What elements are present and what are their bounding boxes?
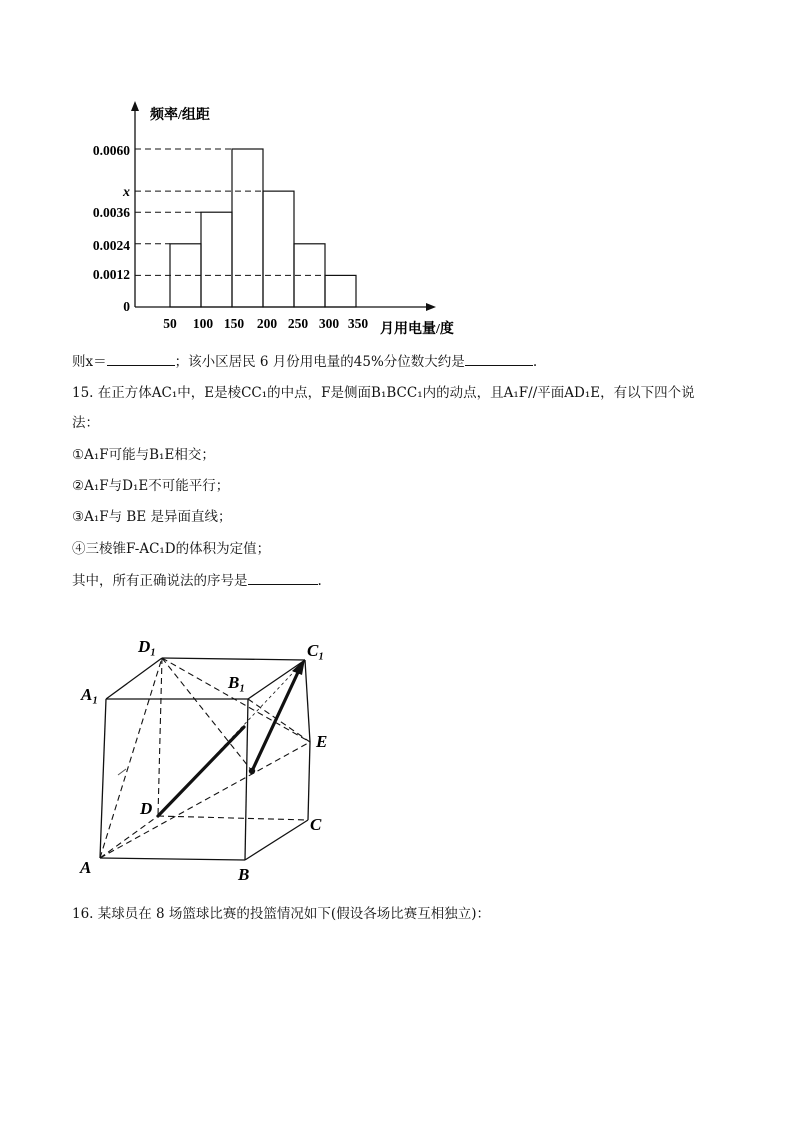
- x-tick-250: 250: [287, 316, 309, 331]
- y-tick-0060: 0.0060: [92, 143, 130, 158]
- edge-d1-c1: [162, 658, 305, 660]
- q14-end: .: [532, 354, 538, 370]
- label-e: E: [316, 732, 328, 751]
- edge-d-c: [158, 816, 308, 820]
- label-d: D: [140, 799, 153, 818]
- line-d1-e: [162, 658, 310, 742]
- y-tick-0024: 0.0024: [92, 238, 130, 253]
- x-tick-100: 100: [192, 316, 214, 331]
- q15-statement-2: ②A₁F与D₁E不可能平行；: [72, 478, 230, 494]
- edge-b-c: [245, 820, 308, 860]
- label-b: B: [238, 865, 250, 884]
- line-thick-f-to-c1: [252, 668, 300, 771]
- edge-a-b: [100, 858, 245, 860]
- q15-statement-3: ③A₁F与 BE 是异面直线；: [72, 509, 232, 525]
- label-c1: C₁: [307, 641, 325, 660]
- cube-figure: [70, 630, 350, 890]
- x-tick-350: 350: [347, 316, 369, 331]
- label-d1: D₁: [138, 637, 157, 656]
- label-a: A: [80, 858, 92, 877]
- q15-ask: 其中，所有正确说法的序号是: [72, 573, 248, 589]
- q14-answer-line: [72, 353, 537, 371]
- x-tick-50: 50: [163, 316, 177, 331]
- answer-blank-q15[interactable]: [248, 572, 318, 585]
- q14-part2: ；该小区居民 6 月份用电量的45%分位数大约是: [174, 354, 465, 370]
- q14-part1: 则x＝: [72, 354, 107, 370]
- line-a-e: [100, 742, 310, 858]
- y-tick-x: x: [123, 185, 130, 200]
- histogram-bar-100-150: [201, 212, 232, 307]
- edge-a1-d1: [106, 658, 162, 699]
- histogram-bar-300-350: [325, 275, 356, 307]
- frequency-histogram: [70, 95, 490, 345]
- edge-d1-d: [158, 658, 162, 816]
- q15-stem-line1: 15. 在正方体AC₁中，E是棱CC₁的中点，F是侧面B₁BCC₁内的动点，且A₁F//平面AD₁E，有以下四个说: [72, 385, 695, 401]
- x-axis-label: 月用电量/度: [380, 322, 454, 337]
- y-tick-0036: 0.0036: [92, 205, 130, 220]
- y-tick-0012: 0.0012: [92, 267, 130, 282]
- tick-mark: [118, 769, 126, 775]
- line-b1-e: [248, 699, 310, 742]
- edge-c-c1: [308, 742, 310, 820]
- x-tick-150: 150: [223, 316, 245, 331]
- label-b1: B₁: [228, 673, 246, 692]
- edge-b1-c1: [248, 660, 305, 699]
- answer-blank-x[interactable]: [107, 353, 175, 366]
- q15-question-line: [72, 572, 322, 590]
- x-tick-200: 200: [256, 316, 278, 331]
- q16-stem: 16. 某球员在 8 场篮球比赛的投篮情况如下(假设各场比赛互相独立)：: [72, 906, 490, 922]
- q15-end: .: [317, 573, 322, 589]
- edge-c1-e: [305, 660, 310, 742]
- answer-blank-percentile[interactable]: [465, 353, 533, 366]
- x-tick-300: 300: [318, 316, 340, 331]
- line-a-d1: [100, 658, 162, 858]
- y-tick-0: 0: [123, 299, 130, 314]
- histogram-bar-200-250: [263, 191, 294, 307]
- label-c: C: [310, 815, 322, 834]
- q15-statement-4: ④三棱锥F-AC₁D的体积为定值；: [72, 541, 271, 557]
- edge-a-d: [100, 816, 158, 858]
- point-f: [249, 768, 255, 774]
- edge-a1-a: [100, 699, 106, 858]
- q15-stem-line2: 法：: [72, 415, 99, 431]
- y-axis-arrow: [131, 101, 139, 111]
- histogram-bar-150-200: [232, 149, 263, 307]
- y-axis-label: 频率/组距: [150, 108, 210, 123]
- x-axis-arrow: [426, 303, 436, 311]
- q15-statement-1: ①A₁F可能与B₁E相交；: [72, 447, 215, 463]
- label-a1: A₁: [81, 685, 99, 704]
